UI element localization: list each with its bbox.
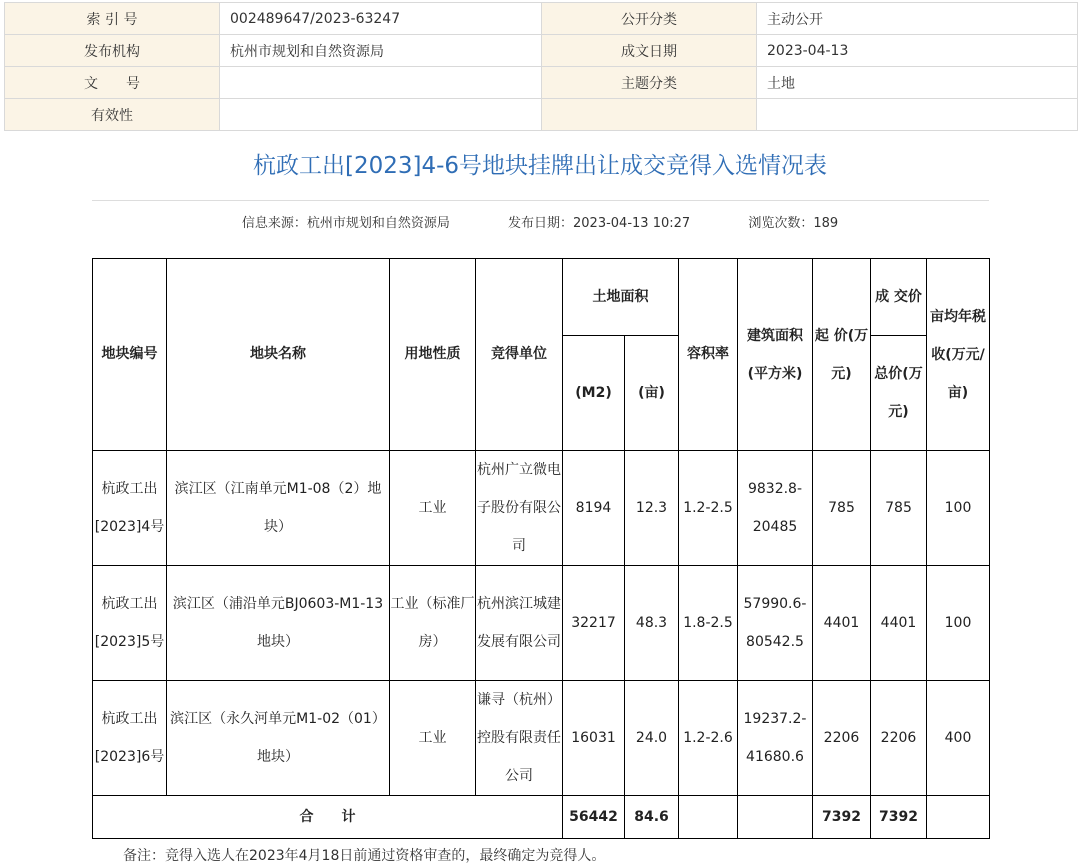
cell-area-m2: 16031 [563,681,625,796]
cell-start-price: 4401 [813,566,871,681]
topic-label: 主题分类 [542,67,757,99]
total-area-mu: 84.6 [625,796,679,839]
cell-plot-no: 杭政工出[2023]5号 [93,566,167,681]
header-plot-name: 地块名称 [167,259,390,451]
info-views: 浏览次数：189 [748,216,839,231]
total-tax [927,796,990,839]
total-floor-area [738,796,813,839]
meta-row [5,99,1078,131]
cell-tax: 400 [927,681,990,796]
info-publish-date: 发布日期：2023-04-13 10:27 [508,216,691,231]
document-meta-table [4,2,1078,131]
doc-number-value [220,67,542,99]
header-area-mu: (亩) [625,336,679,451]
cell-plot-name: 滨江区（浦沿单元BJ0603-M1-13地块） [167,566,390,681]
cell-start-price: 785 [813,451,871,566]
meta-row [5,3,1078,35]
total-far [679,796,738,839]
cell-area-m2: 32217 [563,566,625,681]
meta-row [5,35,1078,67]
validity-value [220,99,542,131]
header-start-price: 起 价(万元) [813,259,871,451]
cell-floor-area: 57990.6-80542.5 [738,566,813,681]
index-value: 002489647/2023-63247 [220,3,542,35]
header-land-area: 土地面积 [563,259,679,336]
header-tax: 亩均年税收(万元/亩) [927,259,990,451]
cell-winner: 杭州滨江城建发展有限公司 [476,566,563,681]
cell-tax: 100 [927,566,990,681]
header-land-use: 用地性质 [390,259,476,451]
total-area-m2: 56442 [563,796,625,839]
date-value: 2023-04-13 [757,35,1078,67]
header-deal-price: 成 交价 [871,259,927,336]
empty-value [757,99,1078,131]
header-floor-area: 建筑面积(平方米) [738,259,813,451]
cell-far: 1.2-2.6 [679,681,738,796]
empty-label [542,99,757,131]
cell-plot-name: 滨江区（永久河单元M1-02（01）地块） [167,681,390,796]
remark-note: 备注：竞得入选人在2023年4月18日前通过资格审查的，最终确定为竞得人。 [123,848,606,864]
doc-number-label: 文 号 [5,67,220,99]
cell-winner: 谦寻（杭州）控股有限责任公司 [476,681,563,796]
cell-start-price: 2206 [813,681,871,796]
header-winner: 竞得单位 [476,259,563,451]
publisher-value: 杭州市规划和自然资源局 [220,35,542,67]
index-label: 索 引 号 [5,3,220,35]
validity-label: 有效性 [5,99,220,131]
cell-plot-name: 滨江区（江南单元M1-08（2）地块） [167,451,390,566]
cell-deal-total: 4401 [871,566,927,681]
total-label: 合 计 [93,796,563,839]
cell-floor-area: 19237.2-41680.6 [738,681,813,796]
cell-deal-total: 785 [871,451,927,566]
cell-area-mu: 12.3 [625,451,679,566]
cell-deal-total: 2206 [871,681,927,796]
cell-area-mu: 24.0 [625,681,679,796]
cell-land-use: 工业（标准厂房） [390,566,476,681]
total-row [93,796,990,839]
header-deal-total: 总价(万元) [871,336,927,451]
cell-land-use: 工业 [390,681,476,796]
cell-winner: 杭州广立微电子股份有限公司 [476,451,563,566]
title-divider [92,200,989,201]
header-area-m2: (M2) [563,336,625,451]
meta-row [5,67,1078,99]
page-title: 杭政工出[2023]4-6号地块挂牌出让成交竞得入选情况表 [252,153,828,179]
cell-far: 1.8-2.5 [679,566,738,681]
total-start-price: 7392 [813,796,871,839]
total-deal-total: 7392 [871,796,927,839]
publisher-label: 发布机构 [5,35,220,67]
header-far: 容积率 [679,259,738,451]
cell-plot-no: 杭政工出[2023]6号 [93,681,167,796]
cell-area-mu: 48.3 [625,566,679,681]
table-row [93,451,990,566]
table-row [93,681,990,796]
header-plot-no: 地块编号 [93,259,167,451]
header-row [93,259,990,336]
topic-value: 土地 [757,67,1078,99]
cell-plot-no: 杭政工出[2023]4号 [93,451,167,566]
info-source: 信息来源：杭州市规划和自然资源局 [241,216,450,231]
cell-far: 1.2-2.5 [679,451,738,566]
public-category-value: 主动公开 [757,3,1078,35]
table-row [93,566,990,681]
cell-land-use: 工业 [390,451,476,566]
public-category-label: 公开分类 [542,3,757,35]
cell-tax: 100 [927,451,990,566]
article-info [0,213,1080,235]
date-label: 成文日期 [542,35,757,67]
cell-area-m2: 8194 [563,451,625,566]
cell-floor-area: 9832.8-20485 [738,451,813,566]
transaction-result-table [92,258,990,839]
